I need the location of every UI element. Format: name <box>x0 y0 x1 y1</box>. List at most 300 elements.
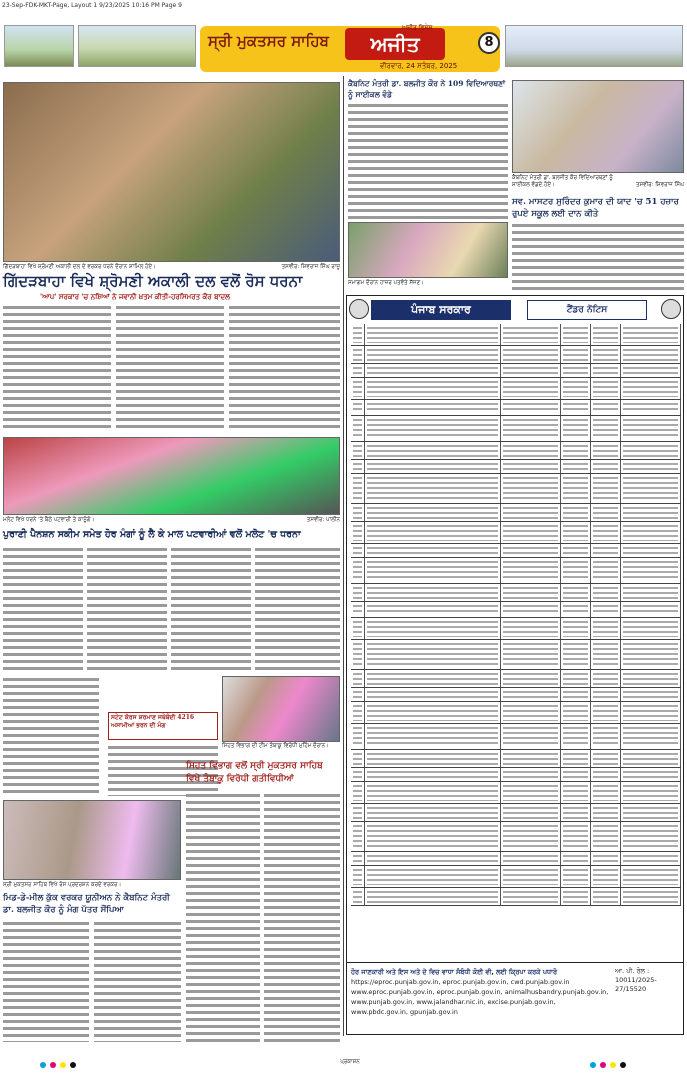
tender-cell-text-lines <box>593 476 618 501</box>
tender-row <box>351 702 681 724</box>
tender-cell-text-lines <box>593 366 618 375</box>
tender-cell <box>351 346 365 363</box>
tender-cell-text-lines <box>593 604 618 615</box>
tender-cell <box>591 602 621 617</box>
tender-cell <box>561 640 591 669</box>
tender-cell <box>561 416 591 441</box>
tender-cell <box>365 804 501 821</box>
tender-cell <box>365 888 501 905</box>
story4-photo <box>3 437 340 515</box>
tender-cell <box>351 804 365 821</box>
tender-cell-text-lines <box>563 726 588 747</box>
tender-row <box>351 750 681 768</box>
tender-cell <box>621 688 681 701</box>
story7-photo <box>3 800 181 880</box>
tender-cell <box>365 364 501 377</box>
tender-cell-text-lines <box>563 524 588 541</box>
tender-row <box>351 782 681 804</box>
tender-cell-text-lines <box>623 444 678 457</box>
tender-cell-text-lines <box>353 806 362 819</box>
tender-cell-text-lines <box>593 890 618 903</box>
tender-cell-text-lines <box>503 476 558 501</box>
tender-cell-text-lines <box>503 620 558 637</box>
tender-cell <box>501 324 561 345</box>
tender-row <box>351 888 681 906</box>
tender-cell <box>621 602 681 617</box>
masthead-paper-title: ਅਜੀਤ <box>345 28 445 60</box>
tender-cell-text-lines <box>593 752 618 765</box>
masthead-photo-left <box>4 25 74 67</box>
story7-body-col2 <box>94 920 181 1042</box>
masthead-city-title: ਸ੍ਰੀ ਮੁਕਤਸਰ ਸਾਹਿਬ <box>208 32 329 50</box>
tender-cell-text-lines <box>623 726 678 747</box>
masthead-kicker: ਅਜੀਤ ਵਿਸ਼ੇਸ਼ <box>402 24 433 31</box>
tender-cell-text-lines <box>353 824 362 849</box>
tender-cell-text-lines <box>593 586 618 599</box>
tender-cell <box>561 702 591 723</box>
tender-cell-text-lines <box>593 506 618 519</box>
tender-cell-text-lines <box>593 524 618 541</box>
story6-body-col1 <box>186 792 260 1042</box>
tender-cell-text-lines <box>367 726 498 747</box>
tender-cell <box>351 782 365 803</box>
tender-cell-text-lines <box>503 524 558 541</box>
tender-cell-text-lines <box>593 854 618 863</box>
tender-cell-text-lines <box>503 546 558 555</box>
tender-cell-text-lines <box>593 326 618 343</box>
registration-dot <box>60 1062 66 1068</box>
tender-cell-text-lines <box>563 672 588 685</box>
tender-cell-text-lines <box>503 690 558 699</box>
tender-cell <box>621 782 681 803</box>
tender-cell-text-lines <box>623 620 678 637</box>
tender-cell <box>501 522 561 543</box>
story4-credit: ਤਸਵੀਰ: ਪਾਲੀਨ <box>306 517 340 523</box>
tender-row <box>351 618 681 640</box>
tender-cell-text-lines <box>623 672 678 685</box>
tender-cell-text-lines <box>623 868 678 885</box>
story7-caption: ਸ੍ਰੀ ਮੁਕਤਸਰ ਸਾਹਿਬ ਵਿਖੇ ਰੋਸ ਪ੍ਰਦਰਸ਼ਨ ਕਰਦੇ ਵਰਕਰ। <box>3 882 122 888</box>
tender-cell-text-lines <box>623 784 678 801</box>
tender-footer-urls: https://eproc.punjab.gov.in, eproc.punjab.gov.in, cwd.punjab.gov.in www.eproc.punjab.gov.in, eproc.punjab.gov.in, animalhusbandry.punjab.gov.in, www.punjab.gov.in, www.jalandhar.nic.in, excise.punjab.gov.in, www.pbdc.gov.in, gpunjab.gov.in <box>351 978 609 1016</box>
tender-cell <box>501 804 561 821</box>
tender-cell-text-lines <box>563 704 588 721</box>
tender-cell-text-lines <box>353 476 362 501</box>
tender-cell-text-lines <box>367 770 498 779</box>
tender-cell-text-lines <box>353 704 362 721</box>
tender-cell-text-lines <box>353 620 362 637</box>
tender-cell <box>561 400 591 415</box>
tender-cell-text-lines <box>353 752 362 765</box>
tender-cell-text-lines <box>563 348 588 361</box>
tender-cell <box>591 768 621 781</box>
tender-cell <box>561 324 591 345</box>
tender-row <box>351 670 681 688</box>
tender-cell <box>591 416 621 441</box>
story1-headline: ਗਿੱਦੜਬਾਹਾ ਵਿਖੇ ਸ਼੍ਰੋਮਣੀ ਅਕਾਲੀ ਦਲ ਵਲੋਂ ਰੋਸ ਧਰਨਾ <box>3 272 303 290</box>
story6-headline: ਸਿਹਤ ਵਿਭਾਗ ਵਲੋਂ ਸ੍ਰੀ ਮੁਕਤਸਰ ਸਾਹਿਬ ਵਿਖੇ ਤੰਬਾਕੂ ਵਿਰੋਧੀ ਗਤੀਵਿਧੀਆਂ <box>186 761 323 784</box>
tender-cell <box>561 378 591 399</box>
tender-cell <box>621 618 681 639</box>
tender-cell-text-lines <box>353 642 362 667</box>
tender-cell <box>561 866 591 887</box>
story2-credit: ਤਸਵੀਰ: ਸ਼ਿਵਰਾਜ ਸਿੰਘ <box>635 182 684 188</box>
tender-cell-text-lines <box>593 824 618 849</box>
story6-photo <box>222 676 340 742</box>
tender-cell-text-lines <box>563 854 588 863</box>
masthead-date: ਵੀਰਵਾਰ, 24 ਸਤੰਬਰ, 2025 <box>380 62 458 70</box>
tender-row <box>351 400 681 416</box>
story4-body-col1 <box>3 546 83 671</box>
tender-cell <box>561 504 591 521</box>
story1-caption: ਗਿੱਦੜਬਾਹਾ ਵਿਖੇ ਸ਼੍ਰੋਮਣੀ ਅਕਾਲੀ ਦਲ ਦੇ ਵਰਕਰ ਧਰਨੇ ਦੌਰਾਨ ਸ਼ਾਮਿਲ ਹੋਏ। <box>3 264 156 270</box>
tender-row <box>351 558 681 584</box>
tender-cell-text-lines <box>353 560 362 581</box>
tender-cell <box>365 670 501 687</box>
tender-cell-text-lines <box>353 524 362 541</box>
tender-cell <box>501 442 561 459</box>
tender-cell-text-lines <box>623 824 678 849</box>
tender-cell-text-lines <box>593 560 618 581</box>
bottom-center-text: ਪ੍ਰਕਾਸ਼ਨ <box>340 1059 360 1065</box>
tender-cell <box>591 400 621 415</box>
tender-cell <box>365 324 501 345</box>
tender-cell <box>591 544 621 557</box>
tender-cell <box>591 522 621 543</box>
tender-cell <box>365 782 501 803</box>
tender-cell-text-lines <box>503 806 558 819</box>
tender-cell-text-lines <box>593 620 618 637</box>
tender-cell <box>365 768 501 781</box>
tender-cell <box>501 400 561 415</box>
tender-cell <box>501 750 561 767</box>
tender-cell <box>621 768 681 781</box>
tender-cell <box>621 364 681 377</box>
tender-cell-text-lines <box>367 524 498 541</box>
tender-cell <box>351 544 365 557</box>
tender-cell-text-lines <box>367 642 498 667</box>
tender-cell-text-lines <box>367 476 498 501</box>
tender-cell <box>621 400 681 415</box>
story1-credit: ਤਸਵੀਰ: ਸ਼ਿਵਰਾਜ ਸਿੰਘ ਰਾਜੂ <box>281 264 340 270</box>
tender-cell-text-lines <box>563 586 588 599</box>
tender-cell <box>561 688 591 701</box>
tender-cell <box>365 724 501 749</box>
tender-cell-text-lines <box>367 824 498 849</box>
tender-cell-text-lines <box>623 402 678 413</box>
tender-cell-text-lines <box>367 326 498 343</box>
tender-cell <box>591 782 621 803</box>
tender-row <box>351 688 681 702</box>
tender-cell-text-lines <box>367 560 498 581</box>
tender-cell <box>561 460 591 473</box>
tender-row <box>351 442 681 460</box>
tender-cell <box>365 640 501 669</box>
story2-body <box>348 102 508 220</box>
tender-cell-text-lines <box>367 868 498 885</box>
tender-cell <box>561 852 591 865</box>
tender-cell <box>591 346 621 363</box>
tender-cell-text-lines <box>353 586 362 599</box>
story1-body-col3 <box>229 304 340 432</box>
story4-headline: ਪੁਰਾਣੀ ਪੈਨਸ਼ਨ ਸਕੀਮ ਸਮੇਤ ਹੋਰ ਮੰਗਾਂ ਨੂੰ ਲੈ ਕੇ ਮਾਲ ਪਟਵਾਰੀਆਂ ਵਲੋਂ ਮਲੋਟ 'ਚ ਧਰਨਾ <box>3 529 301 540</box>
tender-cell-text-lines <box>623 366 678 375</box>
tender-cell <box>591 670 621 687</box>
tender-cell-text-lines <box>367 444 498 457</box>
tender-cell <box>501 378 561 399</box>
tender-cell-text-lines <box>353 462 362 471</box>
story7-headline: ਮਿਡ-ਡੇ-ਮੀਲ ਕੁੱਕ ਵਰਕਰ ਯੂਨੀਅਨ ਨੇ ਕੈਬਨਿਟ ਮੰਤਰੀ ਡਾ. ਬਲਜੀਤ ਕੌਰ ਨੂੰ ਮੰਗ ਪੱਤਰ ਸੌਂਪਿਆ <box>3 893 170 915</box>
page-number: 8 <box>478 32 500 54</box>
tender-cell <box>365 442 501 459</box>
tender-row <box>351 346 681 364</box>
story4-caption: ਮਲੋਟ ਵਿਖੇ ਧਰਨੇ 'ਤੇ ਬੈਠੇ ਪਟਵਾਰੀ ਤੇ ਕਾਨੂੰਗੋ। <box>3 517 95 523</box>
story2-caption: ਕੈਬਨਿਟ ਮੰਤਰੀ ਡਾ. ਬਲਜੀਤ ਕੌਰ ਵਿਦਿਆਰਥਣਾਂ ਨੂੰ ਸਾਈਕਲ ਵੰਡਦੇ ਹੋਏ। <box>512 175 613 188</box>
tender-cell-text-lines <box>367 672 498 685</box>
tender-cell-text-lines <box>563 546 588 555</box>
tender-cell-text-lines <box>503 642 558 667</box>
tender-cell <box>501 460 561 473</box>
tender-cell-text-lines <box>367 586 498 599</box>
tender-cell <box>591 618 621 639</box>
tender-cell <box>621 474 681 503</box>
tender-row <box>351 544 681 558</box>
tender-cell <box>561 670 591 687</box>
tender-cell <box>351 670 365 687</box>
tender-cell-text-lines <box>593 402 618 413</box>
tender-cell <box>351 442 365 459</box>
tender-cell <box>561 474 591 503</box>
tender-cell-text-lines <box>503 604 558 615</box>
tender-cell <box>365 522 501 543</box>
tender-cell-text-lines <box>563 380 588 397</box>
tender-cell-text-lines <box>367 366 498 375</box>
tender-cell <box>351 822 365 851</box>
tender-cell-text-lines <box>623 462 678 471</box>
tender-cell-text-lines <box>593 348 618 361</box>
tender-cell-text-lines <box>623 506 678 519</box>
tender-cell-text-lines <box>593 726 618 747</box>
story5-box <box>108 712 218 740</box>
tender-cell-text-lines <box>563 462 588 471</box>
tender-cell-text-lines <box>623 770 678 779</box>
tender-cell <box>351 504 365 521</box>
tender-cell-text-lines <box>563 770 588 779</box>
tender-cell <box>591 804 621 821</box>
tender-cell-text-lines <box>353 770 362 779</box>
tender-cell <box>561 750 591 767</box>
tender-cell-text-lines <box>353 506 362 519</box>
tender-cell <box>621 852 681 865</box>
tender-cell-text-lines <box>593 380 618 397</box>
tender-cell-text-lines <box>367 620 498 637</box>
story4-body-col4 <box>255 546 340 671</box>
tender-cell <box>621 416 681 441</box>
tender-cell-text-lines <box>623 642 678 667</box>
tender-row <box>351 460 681 474</box>
tender-cell-text-lines <box>503 506 558 519</box>
tender-cell-text-lines <box>503 586 558 599</box>
story4-body-col2 <box>87 546 167 671</box>
tender-cell <box>621 558 681 583</box>
tender-row <box>351 866 681 888</box>
masthead <box>0 20 687 70</box>
tender-cell <box>351 400 365 415</box>
tender-cell-text-lines <box>503 560 558 581</box>
registration-dot <box>620 1062 626 1068</box>
tender-cell-text-lines <box>503 366 558 375</box>
tender-cell-text-lines <box>367 752 498 765</box>
tender-heading: ਪੰਜਾਬ ਸਰਕਾਰ <box>371 300 511 320</box>
tender-cell <box>591 378 621 399</box>
tender-cell <box>365 544 501 557</box>
brief-body <box>3 676 99 796</box>
tender-cell <box>501 504 561 521</box>
tender-cell-text-lines <box>353 672 362 685</box>
print-registration-bar <box>0 1058 687 1072</box>
tender-cell <box>621 522 681 543</box>
tender-cell <box>561 804 591 821</box>
tender-cell-text-lines <box>563 366 588 375</box>
tender-cell <box>561 768 591 781</box>
tender-cell <box>591 750 621 767</box>
tender-cell-text-lines <box>503 380 558 397</box>
tender-cell <box>365 558 501 583</box>
tender-cell-text-lines <box>503 348 558 361</box>
tender-cell-text-lines <box>353 854 362 863</box>
tender-cell-text-lines <box>563 476 588 501</box>
tender-subheading: ਟੈਂਡਰ ਨੋਟਿਸ <box>527 300 647 320</box>
tender-cell <box>501 822 561 851</box>
tender-cell <box>561 442 591 459</box>
tender-cell-text-lines <box>623 476 678 501</box>
tender-cell <box>501 474 561 503</box>
tender-cell-text-lines <box>623 586 678 599</box>
tender-cell <box>501 602 561 617</box>
tender-cell <box>501 688 561 701</box>
tender-cell-text-lines <box>353 326 362 343</box>
tender-cell <box>365 416 501 441</box>
tender-cell-text-lines <box>563 418 588 439</box>
tender-footer <box>346 963 684 1035</box>
tender-cell <box>561 602 591 617</box>
tender-cell <box>591 640 621 669</box>
tender-row <box>351 602 681 618</box>
tender-cell-text-lines <box>623 806 678 819</box>
tender-cell <box>591 702 621 723</box>
story3-headline: ਸਵ. ਮਾਸਟਰ ਸੁਰਿੰਦਰ ਕੁਮਾਰ ਦੀ ਯਾਦ 'ਚ 51 ਹਜ਼ਾਰ ਰੁਪਏ ਸਕੂਲ ਲਈ ਦਾਨ ਕੀਤੇ <box>512 197 679 219</box>
registration-dot <box>40 1062 46 1068</box>
tender-cell <box>561 558 591 583</box>
tender-cell-text-lines <box>367 604 498 615</box>
tender-cell-text-lines <box>353 380 362 397</box>
tender-row <box>351 584 681 602</box>
story1-body-col1 <box>3 304 111 432</box>
tender-cell <box>621 702 681 723</box>
tender-cell-text-lines <box>563 784 588 801</box>
story3-photo <box>348 222 508 278</box>
tender-cell <box>351 558 365 583</box>
tender-footer-note <box>351 967 611 1017</box>
tender-cell <box>621 324 681 345</box>
tender-notice <box>346 295 684 963</box>
tender-cell-text-lines <box>367 890 498 903</box>
tender-cell <box>501 888 561 905</box>
tender-row <box>351 474 681 504</box>
tender-cell-text-lines <box>503 890 558 903</box>
tender-cell <box>365 702 501 723</box>
tender-cell <box>351 378 365 399</box>
tender-row <box>351 324 681 346</box>
tender-cell-text-lines <box>353 868 362 885</box>
tender-cell <box>351 768 365 781</box>
tender-cell <box>621 640 681 669</box>
tender-cell <box>591 584 621 601</box>
tender-cell-text-lines <box>367 854 498 863</box>
tender-row <box>351 724 681 750</box>
story2-photo <box>512 80 684 173</box>
tender-cell-text-lines <box>623 890 678 903</box>
tender-row <box>351 522 681 544</box>
story5-headline: ਸਟੇਟ ਕੋਰਸ ਸ਼ਰਮਾਣ ਜਥੇਬੰਦੀ 4216 ਅਸਾਮੀਆਂ ਭਰਨ ਦੀ ਮੰਗ <box>111 714 195 729</box>
tender-cell <box>591 474 621 503</box>
tender-cell <box>591 504 621 521</box>
tender-cell-text-lines <box>353 348 362 361</box>
tender-cell <box>621 750 681 767</box>
tender-cell-text-lines <box>563 604 588 615</box>
tender-cell-text-lines <box>563 752 588 765</box>
tender-cell-text-lines <box>503 672 558 685</box>
tender-cell-text-lines <box>503 854 558 863</box>
tender-cell-text-lines <box>563 402 588 413</box>
tender-cell-text-lines <box>503 462 558 471</box>
tender-cell <box>365 460 501 473</box>
tender-cell-text-lines <box>367 546 498 555</box>
tender-cell <box>621 888 681 905</box>
tender-cell <box>351 852 365 865</box>
tender-cell-text-lines <box>353 890 362 903</box>
tender-cell <box>365 378 501 399</box>
tender-cell <box>561 782 591 803</box>
tender-cell-text-lines <box>593 770 618 779</box>
tender-row <box>351 804 681 822</box>
tender-cell-text-lines <box>367 348 498 361</box>
tender-cell <box>351 364 365 377</box>
story1-subhead: 'ਆਪ' ਸਰਕਾਰ 'ਚ ਨਸ਼ਿਆਂ ਨੇ ਜਵਾਨੀ ਖ਼ਤਮ ਕੀਤੀ-ਹਰਸਿਮਰਤ ਕੌਰ ਬਾਦਲ <box>40 292 230 301</box>
tender-row <box>351 416 681 442</box>
tender-cell <box>351 474 365 503</box>
tender-cell <box>561 724 591 749</box>
tender-cell <box>501 724 561 749</box>
tender-cell <box>501 416 561 441</box>
tender-cell <box>501 558 561 583</box>
tender-cell <box>351 324 365 345</box>
tender-cell <box>591 364 621 377</box>
tender-cell-text-lines <box>593 672 618 685</box>
tender-cell-text-lines <box>623 348 678 361</box>
tender-cell-text-lines <box>503 752 558 765</box>
tender-cell-text-lines <box>367 462 498 471</box>
tender-cell-text-lines <box>503 704 558 721</box>
tender-cell <box>561 888 591 905</box>
tender-cell-text-lines <box>623 524 678 541</box>
tender-cell <box>591 460 621 473</box>
tender-cell-text-lines <box>623 546 678 555</box>
tender-cell-text-lines <box>563 506 588 519</box>
tender-cell <box>561 822 591 851</box>
tender-row <box>351 852 681 866</box>
tender-cell <box>365 618 501 639</box>
